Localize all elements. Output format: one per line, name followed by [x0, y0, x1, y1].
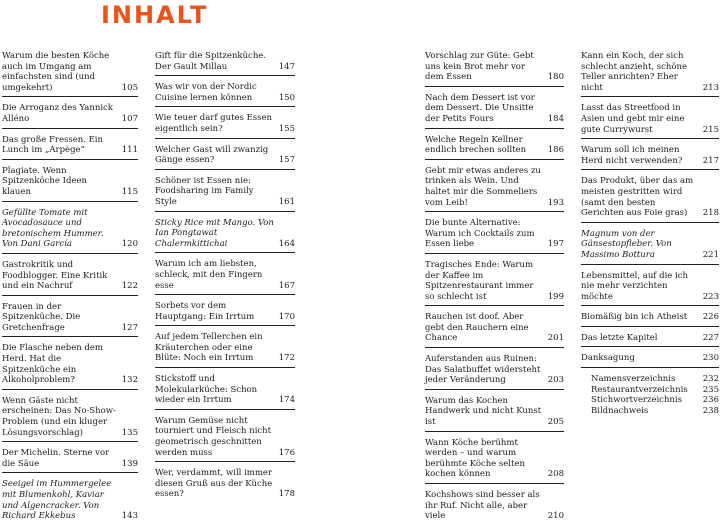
- toc-entry-title: Wer, verdammt, will immer diesen Gruß aus der Küche essen?: [155, 468, 273, 500]
- toc-entry: [425, 312, 564, 348]
- toc-entry-title: Wann Köche berühmt werden – und warum berühmte Köche selten kochen können: [425, 437, 525, 480]
- toc-page-number: 218: [702, 208, 719, 219]
- toc-entry: [155, 259, 295, 295]
- toc-entry: [425, 93, 564, 129]
- toc-page-number: 132: [121, 375, 138, 386]
- toc-entry: [155, 332, 295, 368]
- index-entry: [591, 395, 719, 406]
- toc-entry-title: Danksagung: [581, 353, 635, 364]
- toc-entry-title: Das große Fressen. Ein Lunch im „Arpège“: [2, 134, 103, 156]
- index-entry: [591, 374, 719, 385]
- toc-entry-title: Lebensmittel, auf die ich nie mehr verzichten möchte: [581, 270, 688, 302]
- toc-column-2: [155, 51, 295, 509]
- toc-entry-title: Die Flasche neben dem Herd. Hat die Spitzenküche ein Alkoholproblem?: [2, 343, 103, 386]
- toc-page-number: 147: [278, 61, 295, 72]
- toc-entry-title: Biomäßig bin ich Atheist: [581, 312, 688, 323]
- toc-entry: [155, 145, 295, 170]
- toc-entry: [581, 176, 719, 222]
- toc-page-number: 210: [547, 511, 564, 522]
- toc-entry-title: Tragisches Ende: Warum der Kaffee im Spitzenrestaurant immer so schlecht ist: [425, 259, 534, 302]
- toc-page-number: 184: [547, 113, 564, 124]
- toc-entry: [581, 333, 719, 348]
- toc-entry: [2, 208, 138, 254]
- toc-entry: [155, 176, 295, 212]
- toc-entry-title: Welcher Gast will zwanzig Gänge essen?: [155, 144, 269, 166]
- toc-entry: [2, 103, 138, 128]
- toc-entry: [2, 479, 138, 524]
- toc-entry: [581, 103, 719, 139]
- toc-entry: [581, 353, 719, 368]
- toc-column-1: [2, 51, 138, 531]
- toc-page-number: 180: [547, 72, 564, 83]
- toc-entry-title: Kann ein Koch, der sich schlecht anzieht, schöne Teller anrichten? Eher nicht: [581, 51, 687, 93]
- toc-page-number: 205: [547, 417, 564, 428]
- toc-entry: [155, 374, 295, 410]
- toc-entry: [425, 51, 564, 87]
- toc-entry: [155, 468, 295, 503]
- toc-page-number: 135: [121, 427, 138, 438]
- toc-page-number: 143: [121, 511, 138, 522]
- toc-entry-title: Rauchen ist doof. Aber gebt den Rauchern eine Chance: [425, 312, 529, 344]
- toc-entry-title: Gastrokritik und Foodblogger. Eine Kritik und ein Nachruf: [2, 259, 108, 292]
- toc-entry-title: Stickstoff und Molekularküche: Schon wieder ein Irrtum: [155, 374, 258, 406]
- toc-page-number: 115: [121, 186, 138, 197]
- toc-entry-title: Kochshows sind besser als ihr Ruf. Nicht alle, aber viele: [425, 490, 540, 522]
- toc-entry: [581, 312, 719, 327]
- toc-entry: [155, 51, 295, 76]
- toc-entry-title: Plagiate. Wenn Spitzenköche Ideen klauen: [2, 165, 87, 197]
- toc-entry: [581, 51, 719, 97]
- toc-page-number: 174: [278, 395, 295, 406]
- toc-entry: [2, 448, 138, 473]
- toc-page-number: 164: [278, 238, 295, 249]
- toc-page-number: 217: [702, 155, 719, 166]
- toc-entry: [2, 260, 138, 296]
- page-title: INHALT: [101, 1, 209, 29]
- index-entry-title: Bildnachweis: [591, 405, 649, 416]
- toc-entry-title: Seeigel im Hummergelee mit Blumenkohl, Kaviar und Algencracker. Von Richard Ekkebus: [2, 479, 112, 522]
- toc-page-number: 176: [278, 447, 295, 458]
- toc-entry-title: Sorbets vor dem Hauptgang: Ein Irrtum: [155, 301, 255, 322]
- toc-entry: [425, 438, 564, 484]
- toc-entry: [425, 166, 564, 212]
- toc-entry: [425, 396, 564, 432]
- toc-entry: [425, 354, 564, 390]
- toc-entry-title: Das Produkt, über das am meisten gestritten wird (samt den besten Gerichten aus Foie gras): [581, 176, 694, 219]
- toc-entry-title: Lasst das Streetfood in Asien und gebt mir eine gute Currywurst: [581, 103, 685, 135]
- toc-page-number: 127: [121, 322, 138, 333]
- toc-page-number: 221: [702, 249, 719, 260]
- toc-column-3: [425, 51, 564, 531]
- toc-entry-title: Frauen in der Spitzenküche. Die Gretchenfrage: [2, 301, 81, 333]
- index-page-number: 236: [702, 395, 719, 406]
- toc-entry: [425, 490, 564, 525]
- toc-page-number: 208: [547, 469, 564, 480]
- toc-page-number: 213: [702, 82, 719, 93]
- toc-entry-title: Vorschlag zur Güte: Gebt uns kein Brot mehr vor dem Essen: [425, 51, 534, 83]
- toc-entry: [2, 166, 138, 202]
- toc-entry-title: Warum die besten Köche auch im Umgang am einfachsten sind (und umgekehrt): [2, 51, 110, 93]
- toc-page-number: 167: [278, 280, 295, 291]
- toc-page-number: 161: [278, 196, 295, 207]
- toc-page-number: 199: [547, 291, 564, 302]
- toc-page-number: 223: [702, 291, 719, 302]
- toc-entry: [581, 145, 719, 170]
- index-page-number: 235: [702, 384, 719, 395]
- toc-entry-title: Auferstanden aus Ruinen: Das Salatbuffet widersteht jeder Veränderung: [425, 354, 541, 386]
- toc-page-number: 201: [547, 333, 564, 344]
- toc-entry-title: Auf jedem Tellerchen ein Kräuterchen oder eine Blüte: Noch ein Irrtum: [155, 332, 263, 364]
- toc-entry: [425, 135, 564, 160]
- toc-entry: [581, 271, 719, 307]
- index-page-number: 232: [702, 374, 719, 385]
- toc-page-number: 139: [121, 458, 138, 469]
- toc-column-4: [581, 51, 719, 416]
- toc-entry-title: Gefüllte Tomate mit Avocadosauce und bretonischem Hummer. Von Dani García: [2, 207, 104, 250]
- toc-entry-title: Magnum von der Gänsestopfleber. Von Massimo Bottura: [581, 228, 672, 260]
- toc-page-number: 186: [547, 145, 564, 156]
- toc-entry: [155, 416, 295, 462]
- toc-page-number: 150: [278, 92, 295, 103]
- toc-page-number: 215: [702, 124, 719, 135]
- toc-entry-title: Sticky Rice mit Mango. Von Ian Pongtawat Chalermkittichai: [155, 217, 274, 249]
- toc-entry-title: Der Michelin. Sterne vor die Säue: [2, 448, 110, 469]
- toc-page-number: 226: [702, 312, 719, 323]
- index-entry: [591, 406, 719, 417]
- toc-page-number: 203: [547, 375, 564, 386]
- toc-entry-title: Schöner ist Essen nie: Foodsharing im Family Style: [155, 175, 254, 207]
- toc-entry: [155, 113, 295, 138]
- toc-page-number: 227: [702, 332, 719, 343]
- toc-entry: [2, 302, 138, 338]
- toc-entry-title: Warum soll ich meinen Herd nicht verwenden?: [581, 145, 683, 166]
- index-page-number: 238: [702, 405, 719, 416]
- toc-entry-title: Warum das Kochen Handwerk und nicht Kunst ist: [425, 395, 542, 428]
- toc-page-number: 107: [121, 113, 138, 124]
- toc-page-number: 230: [702, 353, 719, 364]
- toc-entry-title: Gebt mir etwas anderes zu trinken als Wein. Und haltet mir die Sommeliers vom Leib!: [425, 165, 541, 208]
- index-list: [581, 374, 719, 416]
- toc-entry-title: Wie teuer darf gutes Essen eigentlich sein?: [155, 113, 273, 134]
- toc-entry: [2, 135, 138, 160]
- toc-entry: [2, 343, 138, 389]
- toc-page-number: 193: [547, 197, 564, 208]
- toc-entry-title: Das letzte Kapitel: [581, 332, 658, 343]
- toc-entry-title: Was wir von der Nordic Cuisine lernen können: [155, 82, 257, 103]
- toc-entry: [2, 51, 138, 97]
- toc-entry: [155, 301, 295, 326]
- toc-entry-title: Nach dem Dessert ist vor dem Dessert. Die Unsitte der Petits Fours: [425, 92, 535, 124]
- toc-entry-title: Warum ich am liebsten, schleck, mit den Fingern esse: [155, 259, 263, 291]
- toc-entry-title: Die bunte Alternative: Warum ich Cocktails zum Essen liebe: [425, 218, 535, 250]
- toc-page-number: 172: [278, 353, 295, 364]
- index-entry-title: Restaurantverzeichnis: [591, 384, 688, 395]
- toc-page-number: 122: [121, 281, 138, 292]
- toc-entry-title: Gift für die Spitzenküche. Der Gault Millau: [155, 51, 267, 72]
- toc-page-number: 120: [121, 239, 138, 250]
- toc-entry-title: Welche Regeln Kellner endlich brechen sollten: [425, 134, 527, 156]
- toc-entry-title: Wenn Gäste nicht erscheinen: Das No-Show-Problem (und ein kluger Lösungsvorschlag): [2, 395, 116, 438]
- toc-page-number: 155: [278, 123, 295, 134]
- toc-entry: [155, 82, 295, 107]
- index-entry-title: Namensverzeichnis: [591, 374, 676, 385]
- toc-page-number: 170: [278, 311, 295, 322]
- toc-page-number: 178: [278, 489, 295, 500]
- toc-entry-title: Die Arroganz des Yannick Alléno: [2, 103, 113, 124]
- toc-page-number: 105: [121, 82, 138, 93]
- toc-entry: [155, 218, 295, 254]
- index-entry: [591, 385, 719, 396]
- index-entry-title: Stichwortverzeichnis: [591, 395, 682, 406]
- toc-page-number: 157: [278, 155, 295, 166]
- toc-page-number: 111: [121, 145, 138, 156]
- toc-entry: [2, 396, 138, 442]
- toc-entry-title: Warum Gemüse nicht tourniert und Fleisch nicht geometrisch geschnitten werden muss: [155, 415, 272, 458]
- toc-entry: [581, 229, 719, 265]
- toc-page-number: 197: [547, 239, 564, 250]
- toc-entry: [425, 260, 564, 306]
- toc-entry: [425, 218, 564, 254]
